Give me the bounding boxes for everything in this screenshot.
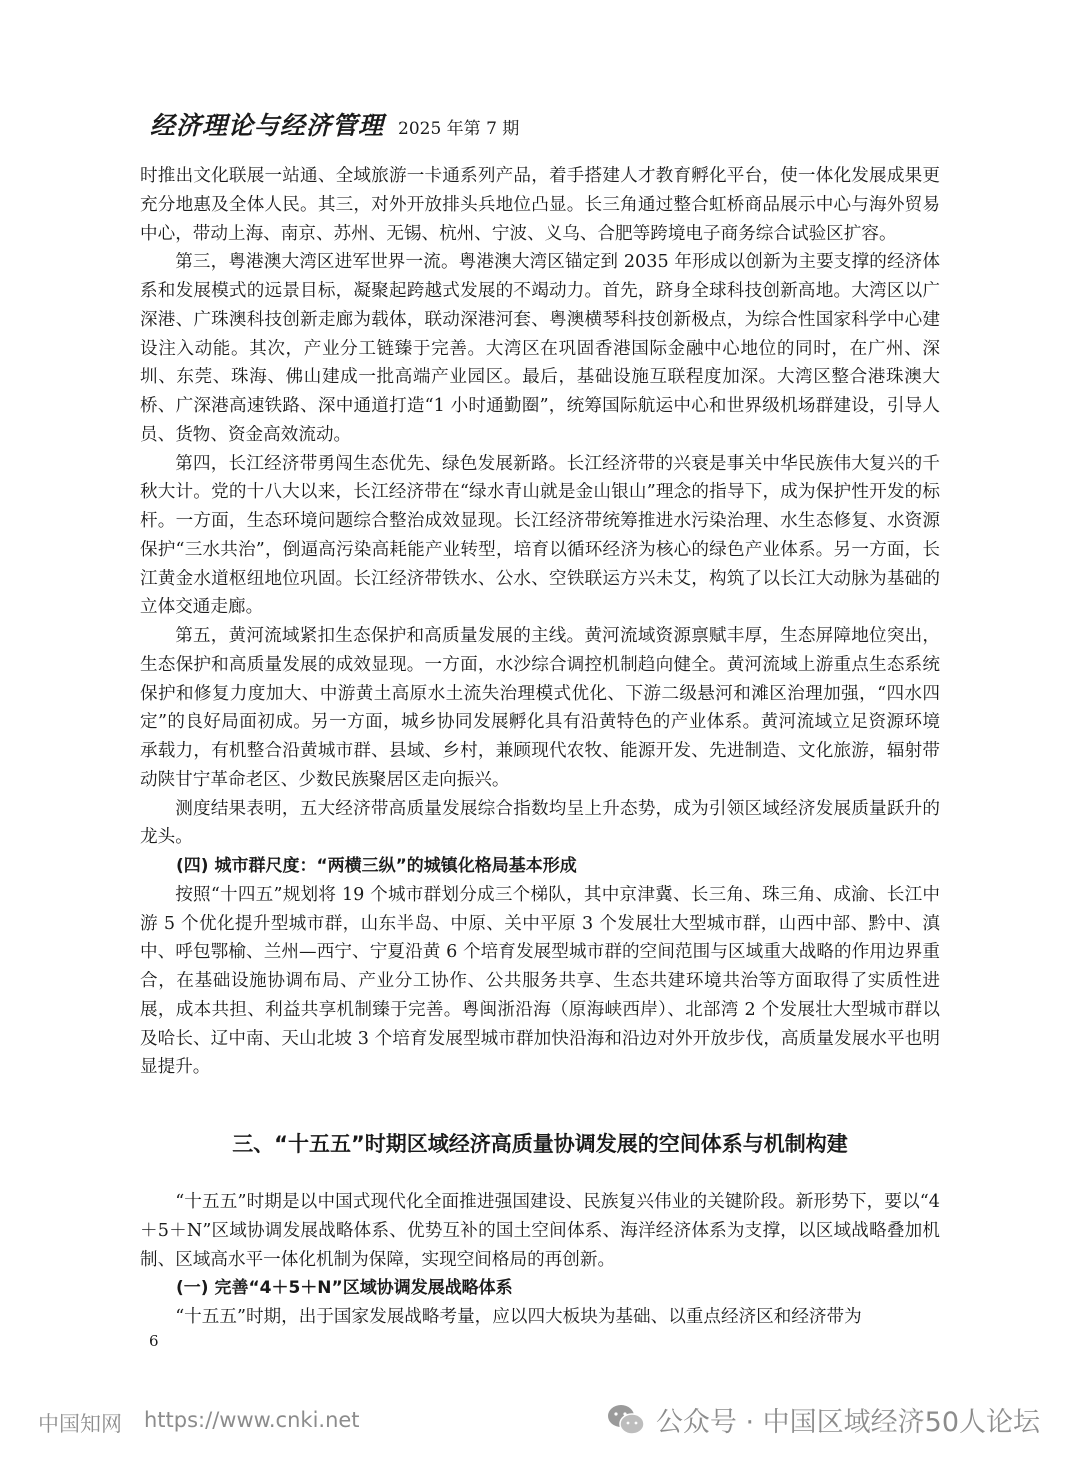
paragraph: “十五五”时期，出于国家发展战略考量，应以四大板块为基础、以重点经济区和经济带为 xyxy=(175,1307,862,1327)
subsection-heading: (四) 城市群尺度：“两横三纵”的城镇化格局基本形成 xyxy=(176,856,577,876)
site-url: https://www.cnki.net xyxy=(144,1408,360,1432)
body-text-top xyxy=(140,162,940,1082)
section-heading: 三、“十五五”时期区域经济高质量协调发展的空间体系与机制构建 xyxy=(232,1132,848,1156)
paragraph: 按照“十四五”规划将 19 个城市群划分成三个梯队，其中京津冀、长三角、珠三角、成渝、长江中游 5 个优化提升型城市群，山东半岛、中原、关中平原 3 个发展壮大型城市群，山西中部、黔中、滇中、呼包鄂榆、兰州—西宁、宁夏沿黄 6 个培育发展型城市群的空间范围与区域重大战略的作用边界重合，在基础设施协调布局、产业分工协作、公共服务共享、生态共建环境共治等方面取得了实质性进展，成本共担、利益共享机制臻于完善。粤闽浙沿海（原海峡西岸）、北部湾 2 个发展壮大型城市群以及哈长、辽中南、天山北坡 3 个培育发展型城市群加快沿海和沿边对外开放步伐，高质量发展水平也明显提升。 xyxy=(140,884,940,1078)
wechat-watermark xyxy=(606,1400,1040,1439)
paragraph: “十五五”时期是以中国式现代化全面推进强国建设、民族复兴伟业的关键阶段。新形势下，要以“4＋5＋N”区域协调发展战略体系、优势互补的国土空间体系、海洋经济体系为支撑，以区域战略叠加机制、区域高水平一体化机制为保障，实现空间格局的再创新。 xyxy=(140,1192,940,1270)
site-name: 中国知网 xyxy=(38,1412,122,1436)
issue-label: 2025 年第 7 期 xyxy=(398,119,520,139)
subsection-heading: (一) 完善“4＋5＋N”区域协调发展战略体系 xyxy=(176,1278,513,1299)
journal-name: 经济理论与经济管理 xyxy=(150,111,385,140)
cnki-watermark xyxy=(38,1408,360,1438)
wechat-account-label: 公众号 · 中国区域经济50人论坛 xyxy=(655,1407,1040,1438)
paragraph: 第五，黄河流域紧扣生态保护和高质量发展的主线。黄河流域资源禀赋丰厚，生态屏障地位突出，生态保护和高质量发展的成效显现。一方面，水沙综合调控机制趋向健全。黄河流域上游重点生态系统保护和修复力度加大、中游黄土高原水土流失治理模式优化、下游二级悬河和滩区治理加强，“四水四定”的良好局面初成。另一方面，城乡协同发展孵化具有沿黄特色的产业体系。黄河流域立足资源环境承载力，有机整合沿黄城市群、县域、乡村，兼顾现代农牧、能源开发、先进制造、文化旅游，辐射带动陕甘宁革命老区、少数民族聚居区走向振兴。 xyxy=(140,626,940,790)
paragraph: 测度结果表明，五大经济带高质量发展综合指数均呈上升态势，成为引领区域经济发展质量跃升的龙头。 xyxy=(140,798,940,848)
paragraph: 第三，粤港澳大湾区进军世界一流。粤港澳大湾区锚定到 2035 年形成以创新为主要支撑的经济体系和发展模式的远景目标，凝聚起跨越式发展的不竭动力。首先，跻身全球科技创新高地。大湾区以广深港、广珠澳科技创新走廊为载体，联动深港河套、粤澳横琴科技创新极点，为综合性国家科学中心建设注入动能。其次，产业分工链臻于完善。大湾区在巩固香港国际金融中心地位的同时，在广州、深圳、东莞、珠海、佛山建成一批高端产业园区。最后，基础设施互联程度加深。大湾区整合港珠澳大桥、广深港高速铁路、深中通道打造“1 小时通勤圈”，统筹国际航运中心和世界级机场群建设，引导人员、货物、资金高效流动。 xyxy=(140,252,940,445)
page-number: 6 xyxy=(149,1332,159,1350)
body-text-bottom xyxy=(140,1188,940,1332)
paragraph: 时推出文化联展一站通、全域旅游一卡通系列产品，着手搭建人才教育孵化平台，使一体化发展成果更充分地惠及全体人民。其三，对外开放排头兵地位凸显。长三角通过整合虹桥商品展示中心与海外贸易中心，带动上海、南京、苏州、无锡、杭州、宁波、义乌、合肥等跨境电子商务综合试验区扩容。 xyxy=(140,166,940,244)
running-header xyxy=(150,106,950,146)
wechat-icon xyxy=(606,1403,646,1437)
paragraph: 第四，长江经济带勇闯生态优先、绿色发展新路。长江经济带的兴衰是事关中华民族伟大复兴的千秋大计。党的十八大以来，长江经济带在“绿水青山就是金山银山”理念的指导下，成为保护性开发的标杆。一方面，生态环境问题综合整治成效显现。长江经济带统筹推进水污染治理、水生态修复、水资源保护“三水共治”，倒逼高污染高耗能产业转型，培育以循环经济为核心的绿色产业体系。另一方面，长江黄金水道枢纽地位巩固。长江经济带铁水、公水、空铁联运方兴未艾，构筑了以长江大动脉为基础的立体交通走廊。 xyxy=(140,453,940,618)
